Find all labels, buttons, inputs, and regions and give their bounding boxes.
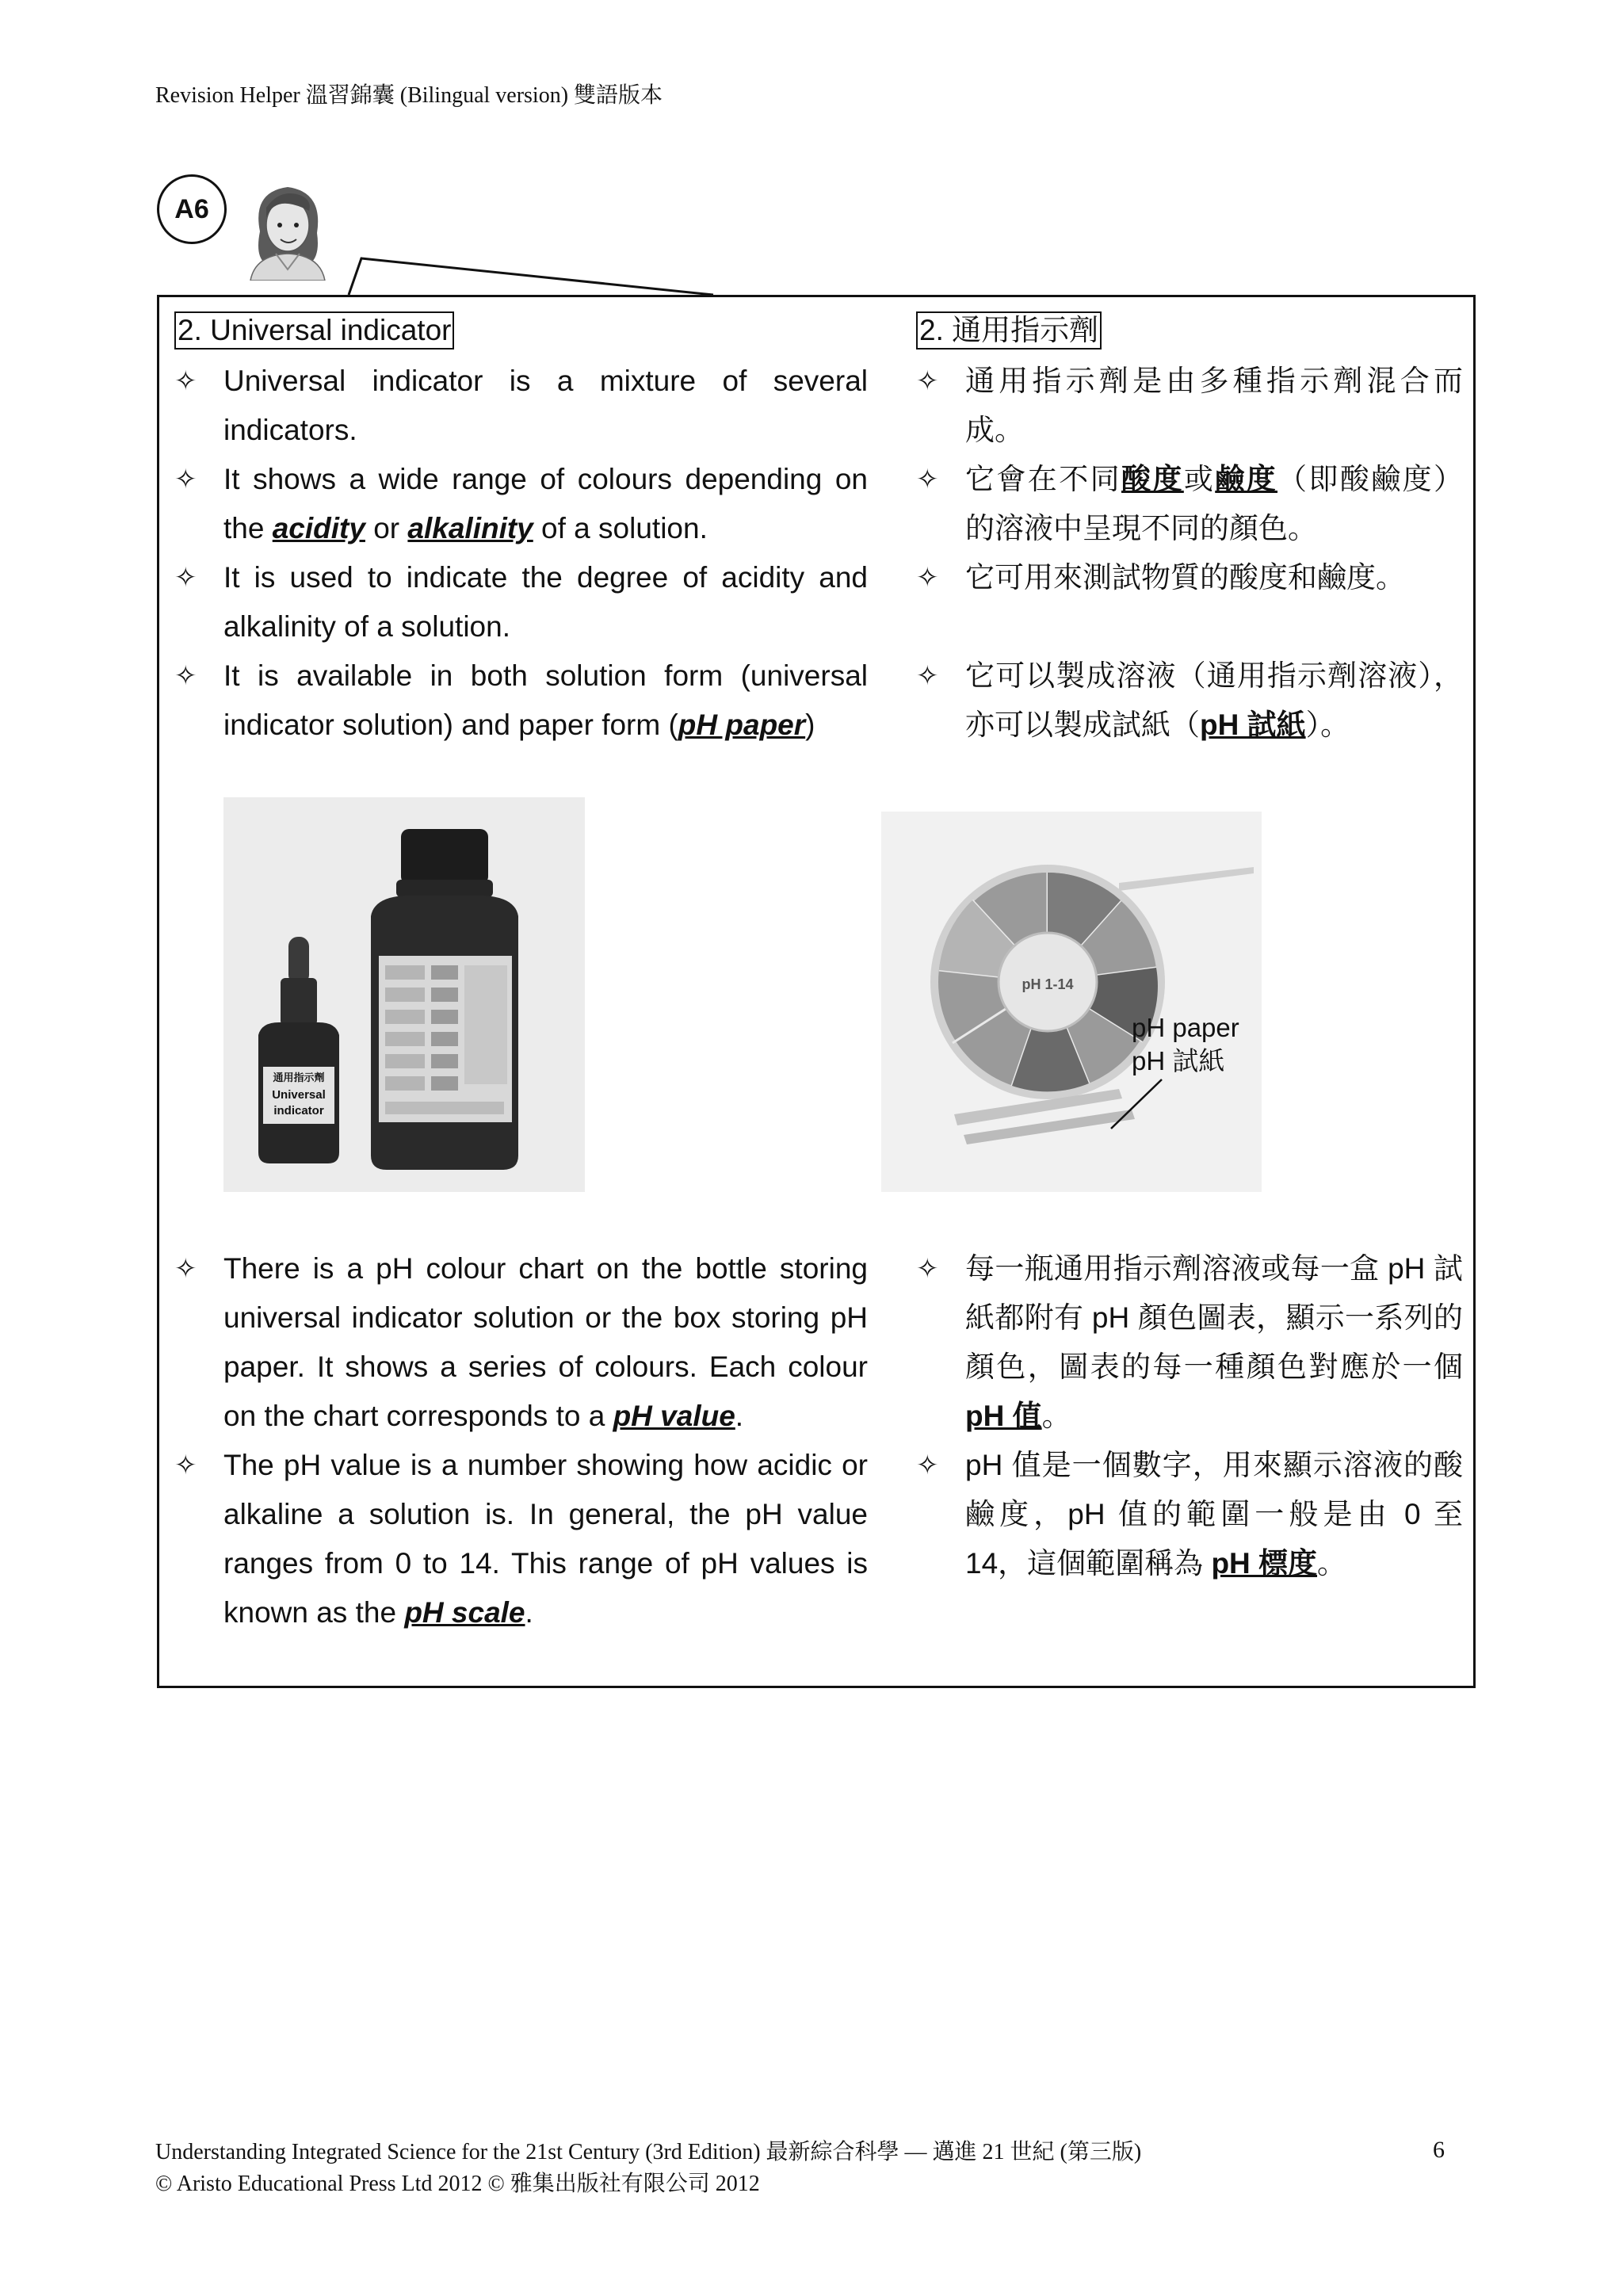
list-item-text: It is used to indicate the degree of acidity and alkalinity of a solution.	[223, 561, 868, 643]
keyword-acidity: acidity	[272, 512, 365, 544]
list-item-text: 它可以製成溶液（通用指示劑溶液），亦可以製成試紙（pH 試紙）。	[965, 659, 1463, 741]
list-item	[174, 1244, 868, 1441]
list-item-text: 每一瓶通用指示劑溶液或每一盒 pH 試紙都附有 pH 顏色圖表，顯示一系列的顏色，圖表的每一種顏色對應於一個 pH 值。	[965, 1252, 1463, 1432]
list-item	[916, 357, 1463, 455]
running-header: Revision Helper 溫習錦囊 (Bilingual version) 雙語版本	[155, 83, 663, 108]
diamond-bullet-icon: ✧	[174, 464, 197, 495]
ph-paper-roll-image	[881, 812, 1262, 1192]
ph-paper-caption-zh: pH 試紙	[1132, 1046, 1225, 1075]
diamond-bullet-icon: ✧	[174, 1253, 197, 1285]
keyword-ph-paper: pH paper	[678, 709, 806, 741]
list-item-text: 通用指示劑是由多種指示劑混合而成。	[965, 365, 1463, 446]
list-item-text: There is a pH colour chart on the bottle storing universal indicator solution or the box storing pH paper. It shows a series of colours. Each colour on the chart corresponds to a pH value.	[223, 1252, 868, 1432]
list-item	[916, 1244, 1463, 1441]
list-item	[174, 455, 868, 553]
diamond-bullet-icon: ✧	[174, 660, 197, 692]
list-item	[916, 553, 1463, 602]
footer-book-title: Understanding Integrated Science for the 21st Century (3rd Edition) 最新綜合科學 — 邁進 21 世紀 (第三版)	[155, 2140, 1142, 2164]
keyword-alkalinity-zh: 鹼度	[1215, 463, 1278, 495]
list-item-text: The pH value is a number showing how acidic or alkaline a solution is. In general, the pH value ranges from 0 to 14. This range of pH values is known as the pH scale.	[223, 1449, 868, 1629]
english-heading: 2. Universal indicator	[174, 311, 454, 350]
chinese-column-lower	[916, 1244, 1463, 1588]
list-item-text: 它會在不同酸度或鹼度（即酸鹼度）的溶液中呈現不同的顏色。	[965, 463, 1464, 544]
list-item-text: Universal indicator is a mixture of several indicators.	[223, 365, 868, 446]
page-number: 6	[1433, 2137, 1445, 2163]
keyword-ph-scale-zh: pH 標度	[1211, 1547, 1318, 1580]
bottle-label-en-1: Universal	[272, 1088, 326, 1102]
diamond-bullet-icon: ✧	[174, 562, 197, 594]
diamond-bullet-icon: ✧	[916, 1253, 939, 1285]
ph-paper-caption-en: pH paper	[1132, 1013, 1239, 1042]
keyword-ph-scale: pH scale	[404, 1596, 525, 1629]
keyword-alkalinity: alkalinity	[407, 512, 533, 544]
bottle-label-zh: 通用指示劑	[273, 1072, 325, 1084]
teacher-avatar-icon	[244, 176, 331, 281]
diamond-bullet-icon: ✧	[174, 1450, 197, 1481]
list-item	[174, 651, 868, 750]
list-item-text: It is available in both solution form (universal indicator solution) and paper form (pH paper)	[223, 659, 868, 741]
keyword-ph-value-zh: pH 值	[965, 1400, 1042, 1432]
list-item-text: pH 值是一個數字，用來顯示溶液的酸鹼度，pH 值的範圍一般是由 0 至 14，這個範圍稱為 pH 標度。	[965, 1449, 1463, 1580]
footer-copyright: © Aristo Educational Press Ltd 2012 © 雅集出版社有限公司 2012	[155, 2172, 760, 2196]
diamond-bullet-icon: ✧	[916, 464, 939, 495]
english-column-lower	[174, 1244, 868, 1637]
keyword-acidity-zh: 酸度	[1121, 463, 1184, 495]
list-item	[174, 1441, 868, 1637]
ph-paper-caption	[1132, 1011, 1239, 1078]
list-item	[174, 553, 868, 651]
list-item-text: 它可用來測試物質的酸度和鹼度。	[965, 561, 1405, 594]
photo-indicator-bottles	[223, 797, 585, 1192]
diamond-bullet-icon: ✧	[916, 365, 939, 397]
english-column	[174, 304, 868, 750]
indicator-bottles-image	[223, 797, 585, 1192]
list-item-text: It shows a wide range of colours depending on the acidity or alkalinity of a solution.	[223, 463, 868, 544]
list-item	[174, 357, 868, 455]
section-badge: A6	[157, 174, 227, 244]
keyword-ph-paper-zh: pH 試紙	[1200, 709, 1306, 741]
keyword-ph-value: pH value	[613, 1400, 735, 1432]
photo-ph-paper-roll	[881, 812, 1262, 1192]
diamond-bullet-icon: ✧	[916, 562, 939, 594]
page-footer	[155, 2137, 1141, 2200]
list-item	[916, 651, 1463, 750]
diamond-bullet-icon: ✧	[916, 660, 939, 692]
chinese-heading: 2. 通用指示劑	[916, 311, 1102, 350]
diamond-bullet-icon: ✧	[174, 365, 197, 397]
chinese-column	[916, 304, 1463, 750]
list-item	[916, 1441, 1463, 1588]
bottle-label-en-2: indicator	[273, 1104, 324, 1117]
diamond-bullet-icon: ✧	[916, 1450, 939, 1481]
roll-center-label: pH 1-14	[1022, 976, 1074, 992]
list-item	[916, 455, 1463, 553]
